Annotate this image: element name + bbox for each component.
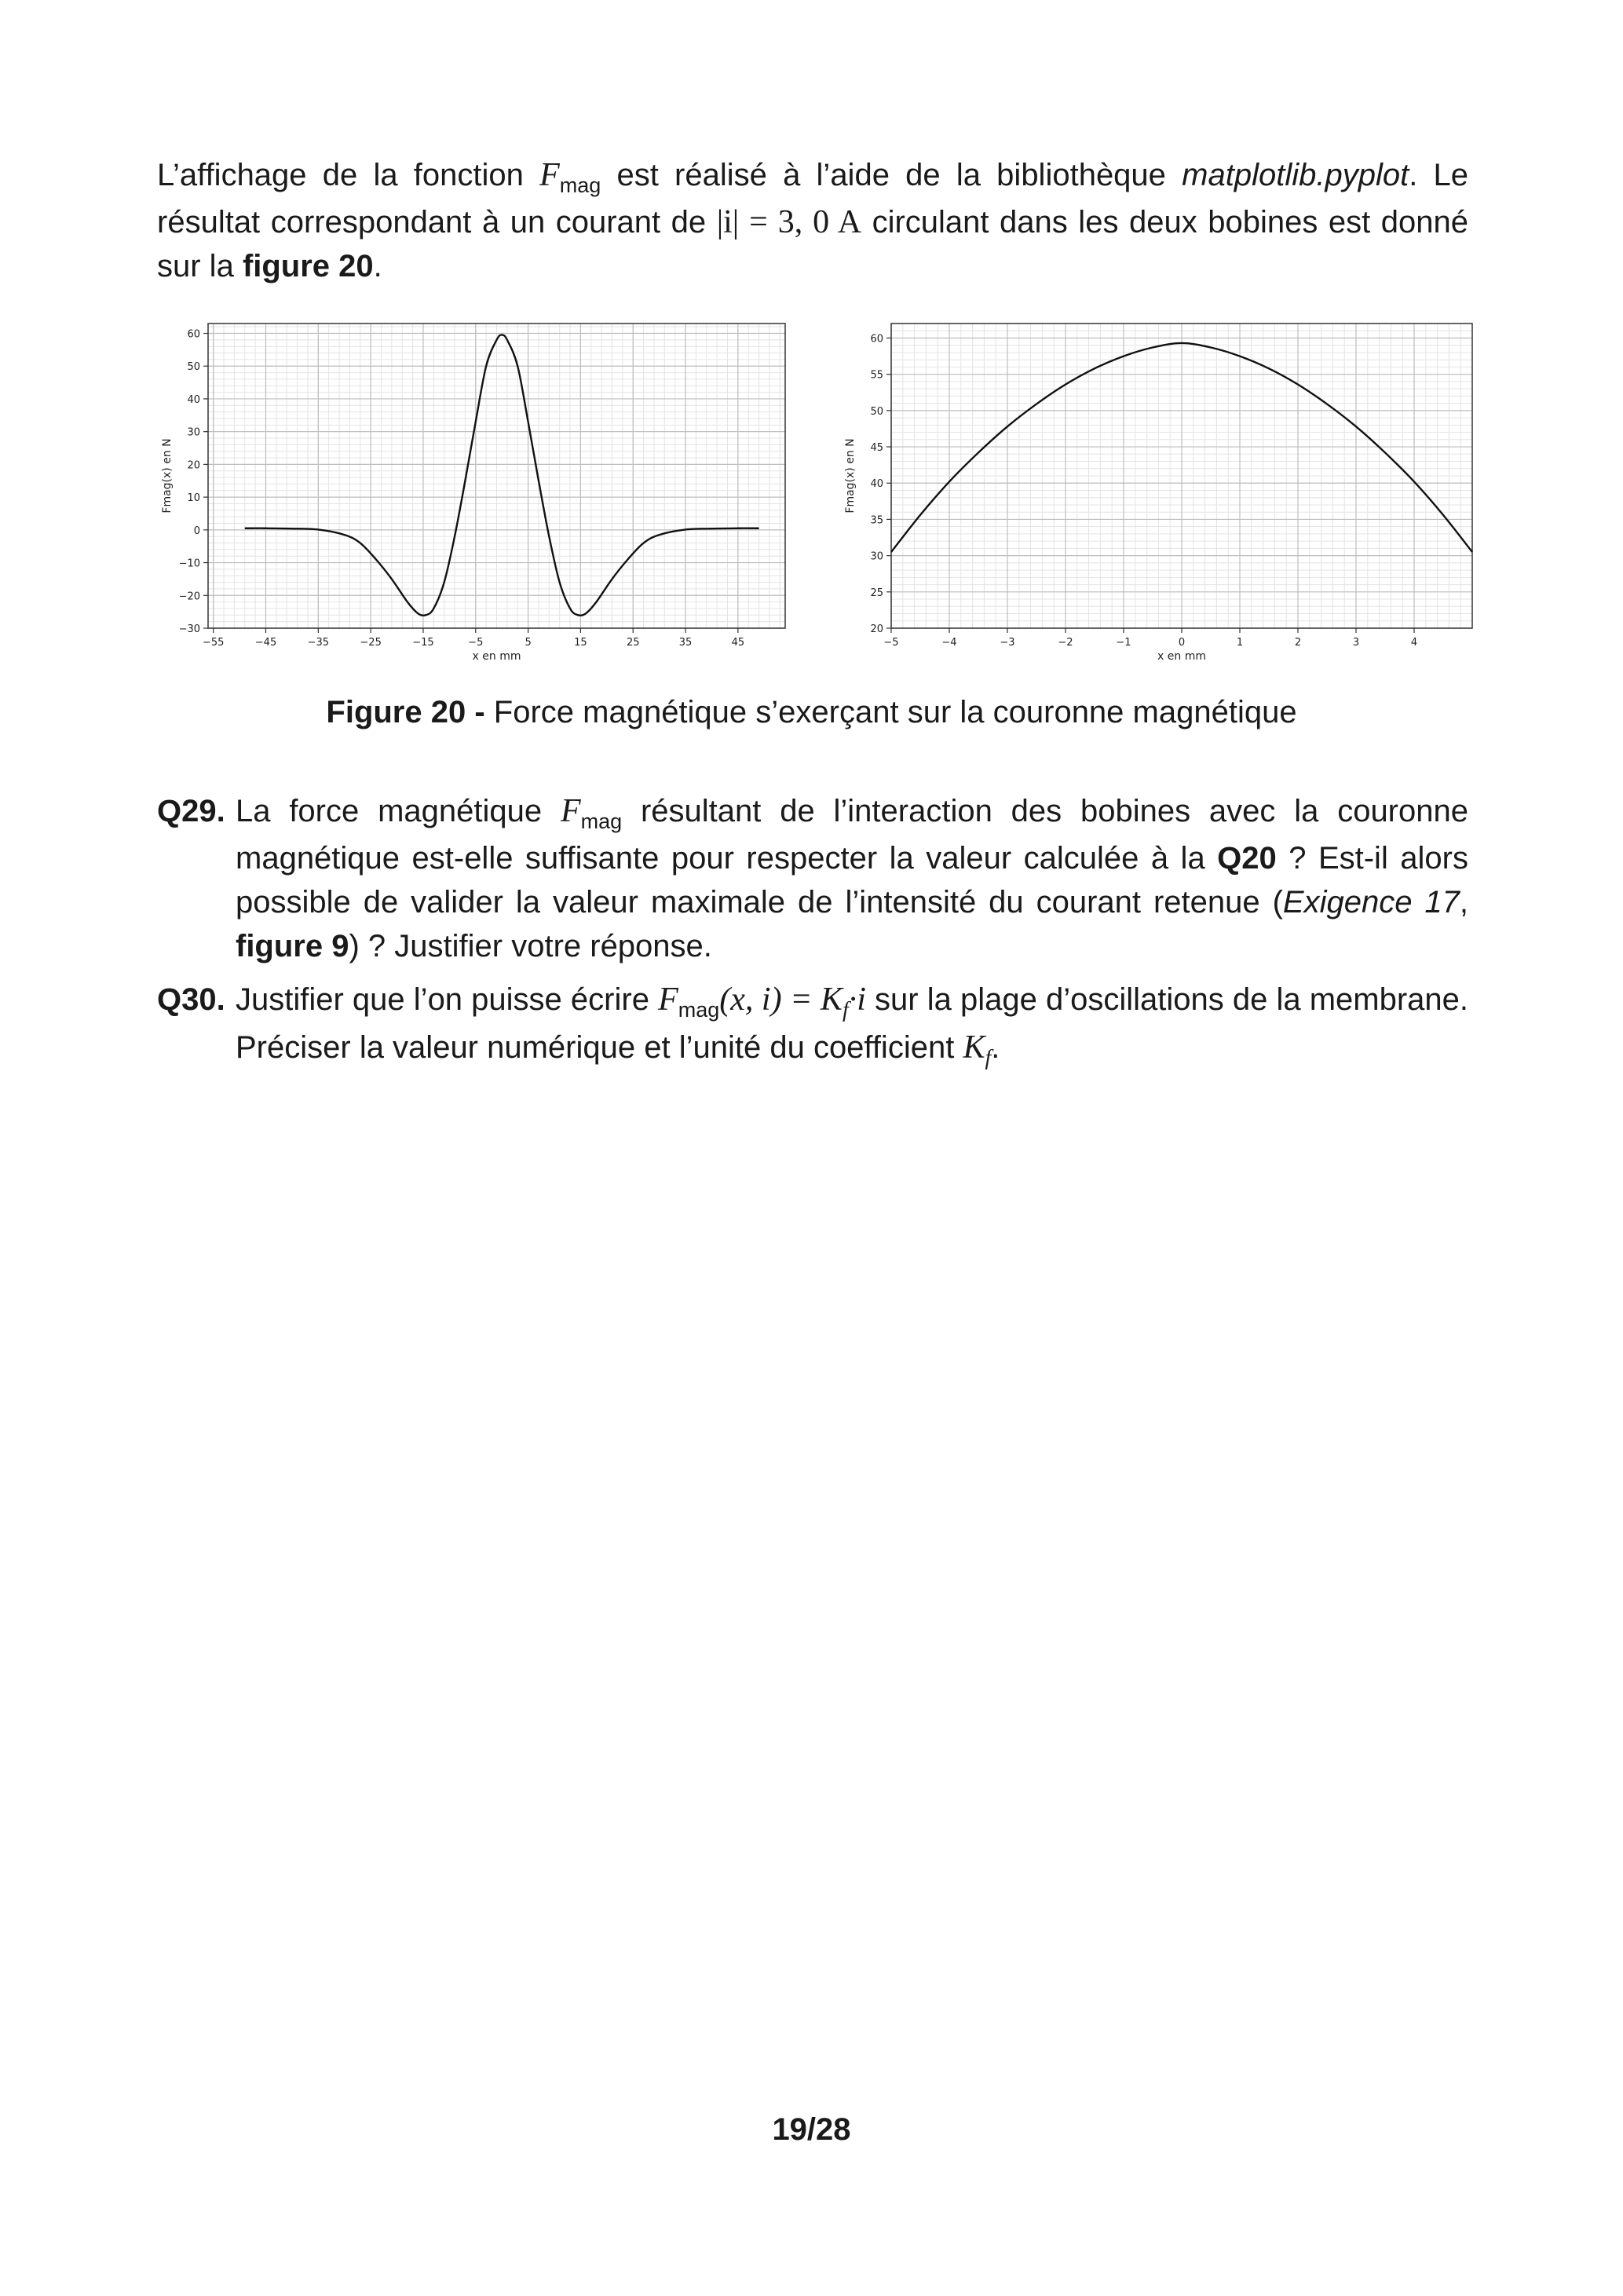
q29-figure-ref: figure 9	[236, 929, 349, 963]
y-axis-label: Fmag(x) en N	[844, 438, 857, 514]
figure-caption	[0, 695, 1623, 730]
x-tick-label: −55	[202, 637, 225, 649]
fmag-subscript: mag	[678, 998, 720, 1022]
chart-left	[149, 314, 801, 675]
kf-symbol: K	[820, 982, 843, 1018]
x-tick-label: −4	[941, 637, 957, 649]
library-name: matplotlib.pyplot	[1182, 158, 1409, 192]
y-tick-label: 40	[187, 393, 200, 406]
intro-text-4: circulant dans les deux bobines est donné sur la	[157, 205, 1468, 283]
x-tick-label: −35	[307, 637, 330, 649]
y-tick-label: 50	[187, 361, 200, 374]
current-value: |i| = 3, 0 A	[716, 204, 862, 240]
intro-text-2: est réalisé à l’aide de la bibliothèque	[601, 158, 1183, 192]
kf-symbol: K	[963, 1029, 985, 1066]
q29-exigence: Exigence 17	[1282, 885, 1460, 919]
x-tick-label: 25	[626, 637, 640, 649]
q29-text-3: ? Est-il alors possible de valider la valeur maximale de l’intensité du courant retenue (	[236, 841, 1468, 919]
intro-text-1: L’affichage de la fonction	[157, 158, 540, 192]
q29-text-2: résultant de l’interaction des bobines avec la couronne magnétique est-elle suffisante pour respecter la valeur calculée à la	[236, 794, 1468, 876]
x-tick-label: 1	[1236, 637, 1244, 649]
y-tick-label: −30	[178, 623, 200, 635]
y-tick-label: 35	[870, 514, 883, 527]
x-tick-label: −5	[883, 637, 899, 649]
y-tick-label: 60	[187, 328, 200, 341]
x-tick-label: −3	[1000, 637, 1015, 649]
x-tick-label: 0	[1178, 637, 1186, 649]
x-axis-label: x en mm	[1157, 650, 1206, 663]
y-tick-label: 20	[187, 459, 200, 472]
x-tick-label: −25	[360, 637, 382, 649]
y-tick-label: 25	[870, 587, 883, 599]
fmag-symbol: F	[539, 157, 560, 193]
q29-body	[236, 789, 1468, 968]
fmag-symbol: F	[560, 793, 581, 829]
q29-label: Q29.	[157, 794, 225, 828]
x-tick-label: 2	[1294, 637, 1302, 649]
q30-text-2: sur la plage d’oscillations de la membrane. Préciser la valeur numérique et l’unité du coefficient	[236, 982, 1469, 1065]
q30-label: Q30.	[157, 982, 225, 1017]
page-number: 19/28	[772, 2112, 851, 2147]
q30-args: (x, i) =	[719, 982, 821, 1018]
q29-text-5: ) ? Justifier votre réponse.	[349, 929, 712, 963]
y-axis-label: Fmag(x) en N	[161, 438, 174, 514]
chart-right	[844, 314, 1488, 675]
y-tick-label: 40	[870, 478, 883, 491]
y-tick-label: −20	[178, 590, 200, 603]
q30-text-1: Justifier que l’on puisse écrire	[236, 982, 659, 1017]
x-tick-label: 35	[678, 637, 693, 649]
y-tick-label: 10	[187, 492, 200, 505]
kf-subscript: f	[842, 998, 849, 1022]
figure-reference: figure 20	[242, 249, 374, 283]
intro-text-5: .	[373, 249, 382, 283]
q30-body	[236, 978, 1468, 1073]
y-tick-label: 60	[870, 333, 883, 345]
fmag-subscript: mag	[559, 174, 601, 197]
q29-text-4: ,	[1459, 885, 1469, 919]
fmag-subscript: mag	[580, 810, 623, 833]
x-tick-label: 4	[1410, 637, 1418, 649]
x-tick-label: 45	[731, 637, 745, 649]
question-q29	[157, 789, 1468, 968]
caption-label: Figure 20 -	[326, 695, 485, 729]
intro-paragraph	[157, 153, 1468, 288]
x-tick-label: −2	[1058, 637, 1073, 649]
x-tick-label: 3	[1352, 637, 1360, 649]
x-tick-label: 5	[525, 637, 532, 649]
fmag-symbol: F	[658, 982, 678, 1018]
y-tick-label: 30	[187, 426, 200, 439]
x-tick-label: −5	[468, 637, 484, 649]
caption-text: Force magnétique s’exerçant sur la couronne magnétique	[484, 695, 1297, 729]
x-tick-label: −1	[1116, 637, 1131, 649]
kf-subscript: f	[985, 1046, 992, 1070]
x-tick-label: −45	[254, 637, 277, 649]
q30-text-3: .	[991, 1030, 1000, 1065]
series-line	[245, 335, 759, 616]
y-tick-label: 20	[870, 623, 883, 635]
q29-text-1: La force magnétique	[236, 794, 561, 828]
question-q30	[157, 978, 1468, 1073]
x-axis-label: x en mm	[472, 650, 521, 663]
intro-text-3: . Le résultat correspondant à un courant de	[157, 158, 1468, 239]
y-tick-label: 45	[870, 442, 883, 455]
q29-ref-q20: Q20	[1217, 841, 1277, 876]
y-tick-label: 30	[870, 550, 883, 563]
y-tick-label: 50	[870, 405, 883, 418]
y-tick-label: 0	[193, 525, 200, 537]
x-tick-label: 15	[574, 637, 587, 649]
y-tick-label: −10	[178, 558, 200, 570]
y-tick-label: 55	[870, 369, 883, 382]
x-tick-label: −15	[412, 637, 434, 649]
q30-dot-i: ·i	[848, 982, 866, 1018]
